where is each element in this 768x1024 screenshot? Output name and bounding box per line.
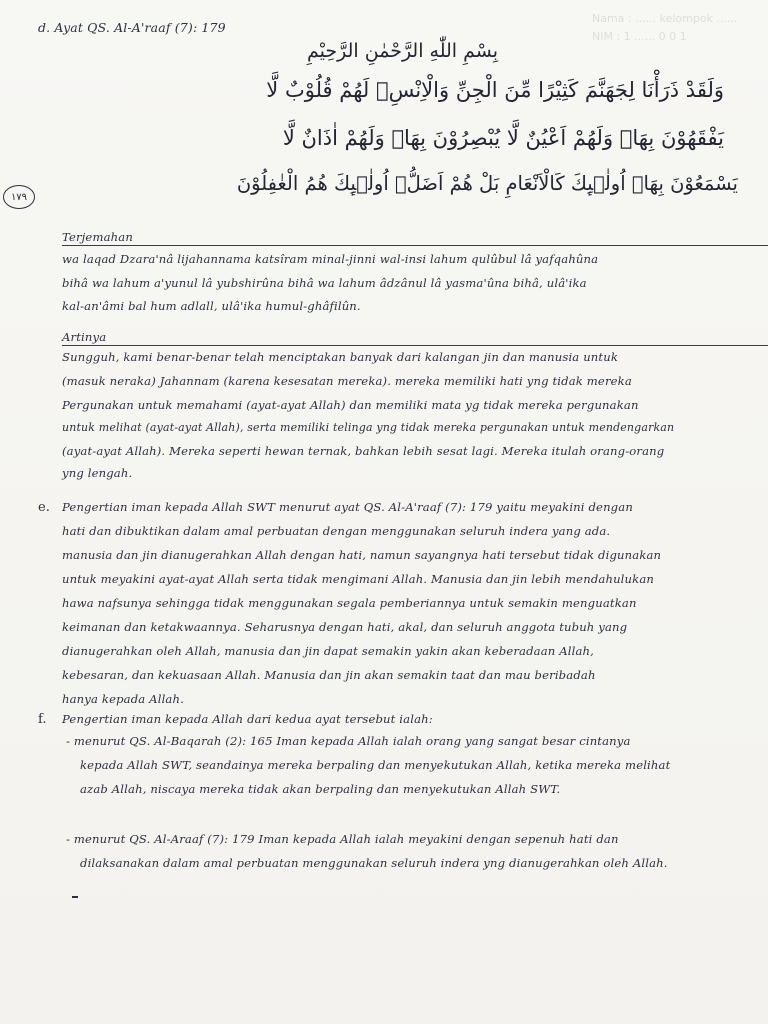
section-d-heading: d. Ayat QS. Al-A'raaf (7): 179 bbox=[38, 20, 226, 35]
artinya-line: (ayat-ayat Allah). Mereka seperti hewan ternak, bahkan lebih sesat lagi. Mereka itulah orang-orang bbox=[62, 444, 665, 458]
section-e-line: hati dan dibuktikan dalam amal perbuatan dengan menggunakan seluruh indera yang ada. bbox=[62, 524, 611, 538]
artinya-label: Artinya bbox=[62, 330, 768, 346]
section-f-item2-line: - menurut QS. Al-Araaf (7): 179 Iman kepada Allah ialah meyakini dengan sepenuh hati dan bbox=[66, 832, 619, 846]
section-e-line: keimanan dan ketakwaannya. Seharusnya dengan hati, akal, dan seluruh anggota tubuh yang bbox=[62, 620, 628, 634]
section-f-marker: f. bbox=[38, 712, 47, 727]
basmala: بِسْمِ اللّٰهِ الرَّحْمٰنِ الرَّحِيْمِ bbox=[307, 40, 498, 62]
section-f-item1-line: azab Allah, niscaya mereka tidak akan berpaling dan menyekutukan Allah SWT. bbox=[80, 782, 561, 796]
section-e-line: kebesaran, dan kekuasaan Allah. Manusia dan jin akan semakin taat dan mau beribadah bbox=[62, 668, 596, 682]
bleed-through-text: Nama : ...... kelompok ...... bbox=[592, 12, 738, 25]
arabic-verse-line-3: يَسْمَعُوْنَ بِهَاۗ اُولٰۤىِٕكَ كَالْاَنْعَامِ بَلْ هُمْ اَضَلُّۗ اُولٰۤىِٕكَ هُمُ الْغٰفِلُوْنَ bbox=[236, 172, 738, 195]
artinya-line: yng lengah. bbox=[62, 466, 133, 480]
terjemahan-line: bihâ wa lahum a'yunul lâ yubshirûna bihâ wa lahum âdzânul lâ yasma'ûna bihâ, ulâ'ika bbox=[62, 276, 587, 290]
section-e-marker: e. bbox=[38, 500, 50, 515]
section-e-line: manusia dan jin dianugerahkan Allah dengan hati, namun sayangnya hati tersebut tidak digunakan bbox=[62, 548, 662, 562]
section-f-item1-line: kepada Allah SWT, seandainya mereka berpaling dan menyekutukan Allah, ketika mereka melihat bbox=[80, 758, 671, 772]
section-e-line: dianugerahkan oleh Allah, manusia dan jin dapat semakin yakin akan keberadaan Allah, bbox=[62, 644, 594, 658]
bleed-through-text: NIM : 1 ...... 0 0 1 bbox=[592, 30, 687, 43]
artinya-line: (masuk neraka) Jahannam (karena kesesatan mereka). mereka memiliki hati yng tidak mereka bbox=[62, 374, 632, 388]
arabic-verse-line-2: يَفْقَهُوْنَ بِهَاۖ وَلَهُمْ اَعْيُنٌ لَّا يُبْصِرُوْنَ بِهَاۖ وَلَهُمْ اٰذَانٌ لَّا bbox=[282, 126, 724, 150]
arabic-verse-line-1: وَلَقَدْ ذَرَأْنَا لِجَهَنَّمَ كَثِيْرًا مِّنَ الْجِنِّ وَالْاِنْسِۖ لَهُمْ قُلُوْبٌ لَّا bbox=[266, 78, 724, 102]
section-f-item2-line: dilaksanakan dalam amal perbuatan menggunakan seluruh indera yng dianugerahkan oleh Allah. bbox=[80, 856, 668, 870]
artinya-line: untuk melihat (ayat-ayat Allah), serta memiliki telinga yng tidak mereka pergunakan untuk mendengarkan bbox=[62, 421, 675, 434]
artinya-line: Sungguh, kami benar-benar telah menciptakan banyak dari kalangan jin dan manusia untuk bbox=[62, 350, 619, 364]
section-e-line: untuk meyakini ayat-ayat Allah serta tidak mengimani Allah. Manusia dan jin lebih mendahulukan bbox=[62, 572, 655, 586]
section-f-item1-line: - menurut QS. Al-Baqarah (2): 165 Iman kepada Allah ialah orang yang sangat besar cintanya bbox=[66, 734, 631, 748]
section-e-line: hawa nafsunya sehingga tidak menggunakan segala pemberiannya untuk semakin menguatkan bbox=[62, 596, 637, 610]
list-dash bbox=[72, 896, 78, 898]
ayah-number-marker: ١٧٩ bbox=[3, 185, 35, 209]
section-e-line: hanya kepada Allah. bbox=[62, 692, 184, 706]
terjemahan-line: wa laqad Dzara'nâ lijahannama katsîram minal-jinni wal-insi lahum qulûbul lâ yafqahûna bbox=[62, 252, 599, 266]
terjemahan-line: kal-an'âmi bal hum adlall, ulâ'ika humul-ghâfilûn. bbox=[62, 299, 361, 313]
artinya-line: Pergunakan untuk memahami (ayat-ayat Allah) dan memiliki mata yg tidak mereka pergunakan bbox=[62, 398, 639, 412]
section-e-line: Pengertian iman kepada Allah SWT menurut ayat QS. Al-A'raaf (7): 179 yaitu meyakini dengan bbox=[62, 500, 633, 514]
section-f-intro: Pengertian iman kepada Allah dari kedua ayat tersebut ialah: bbox=[62, 712, 433, 726]
terjemahan-label: Terjemahan bbox=[62, 230, 768, 246]
